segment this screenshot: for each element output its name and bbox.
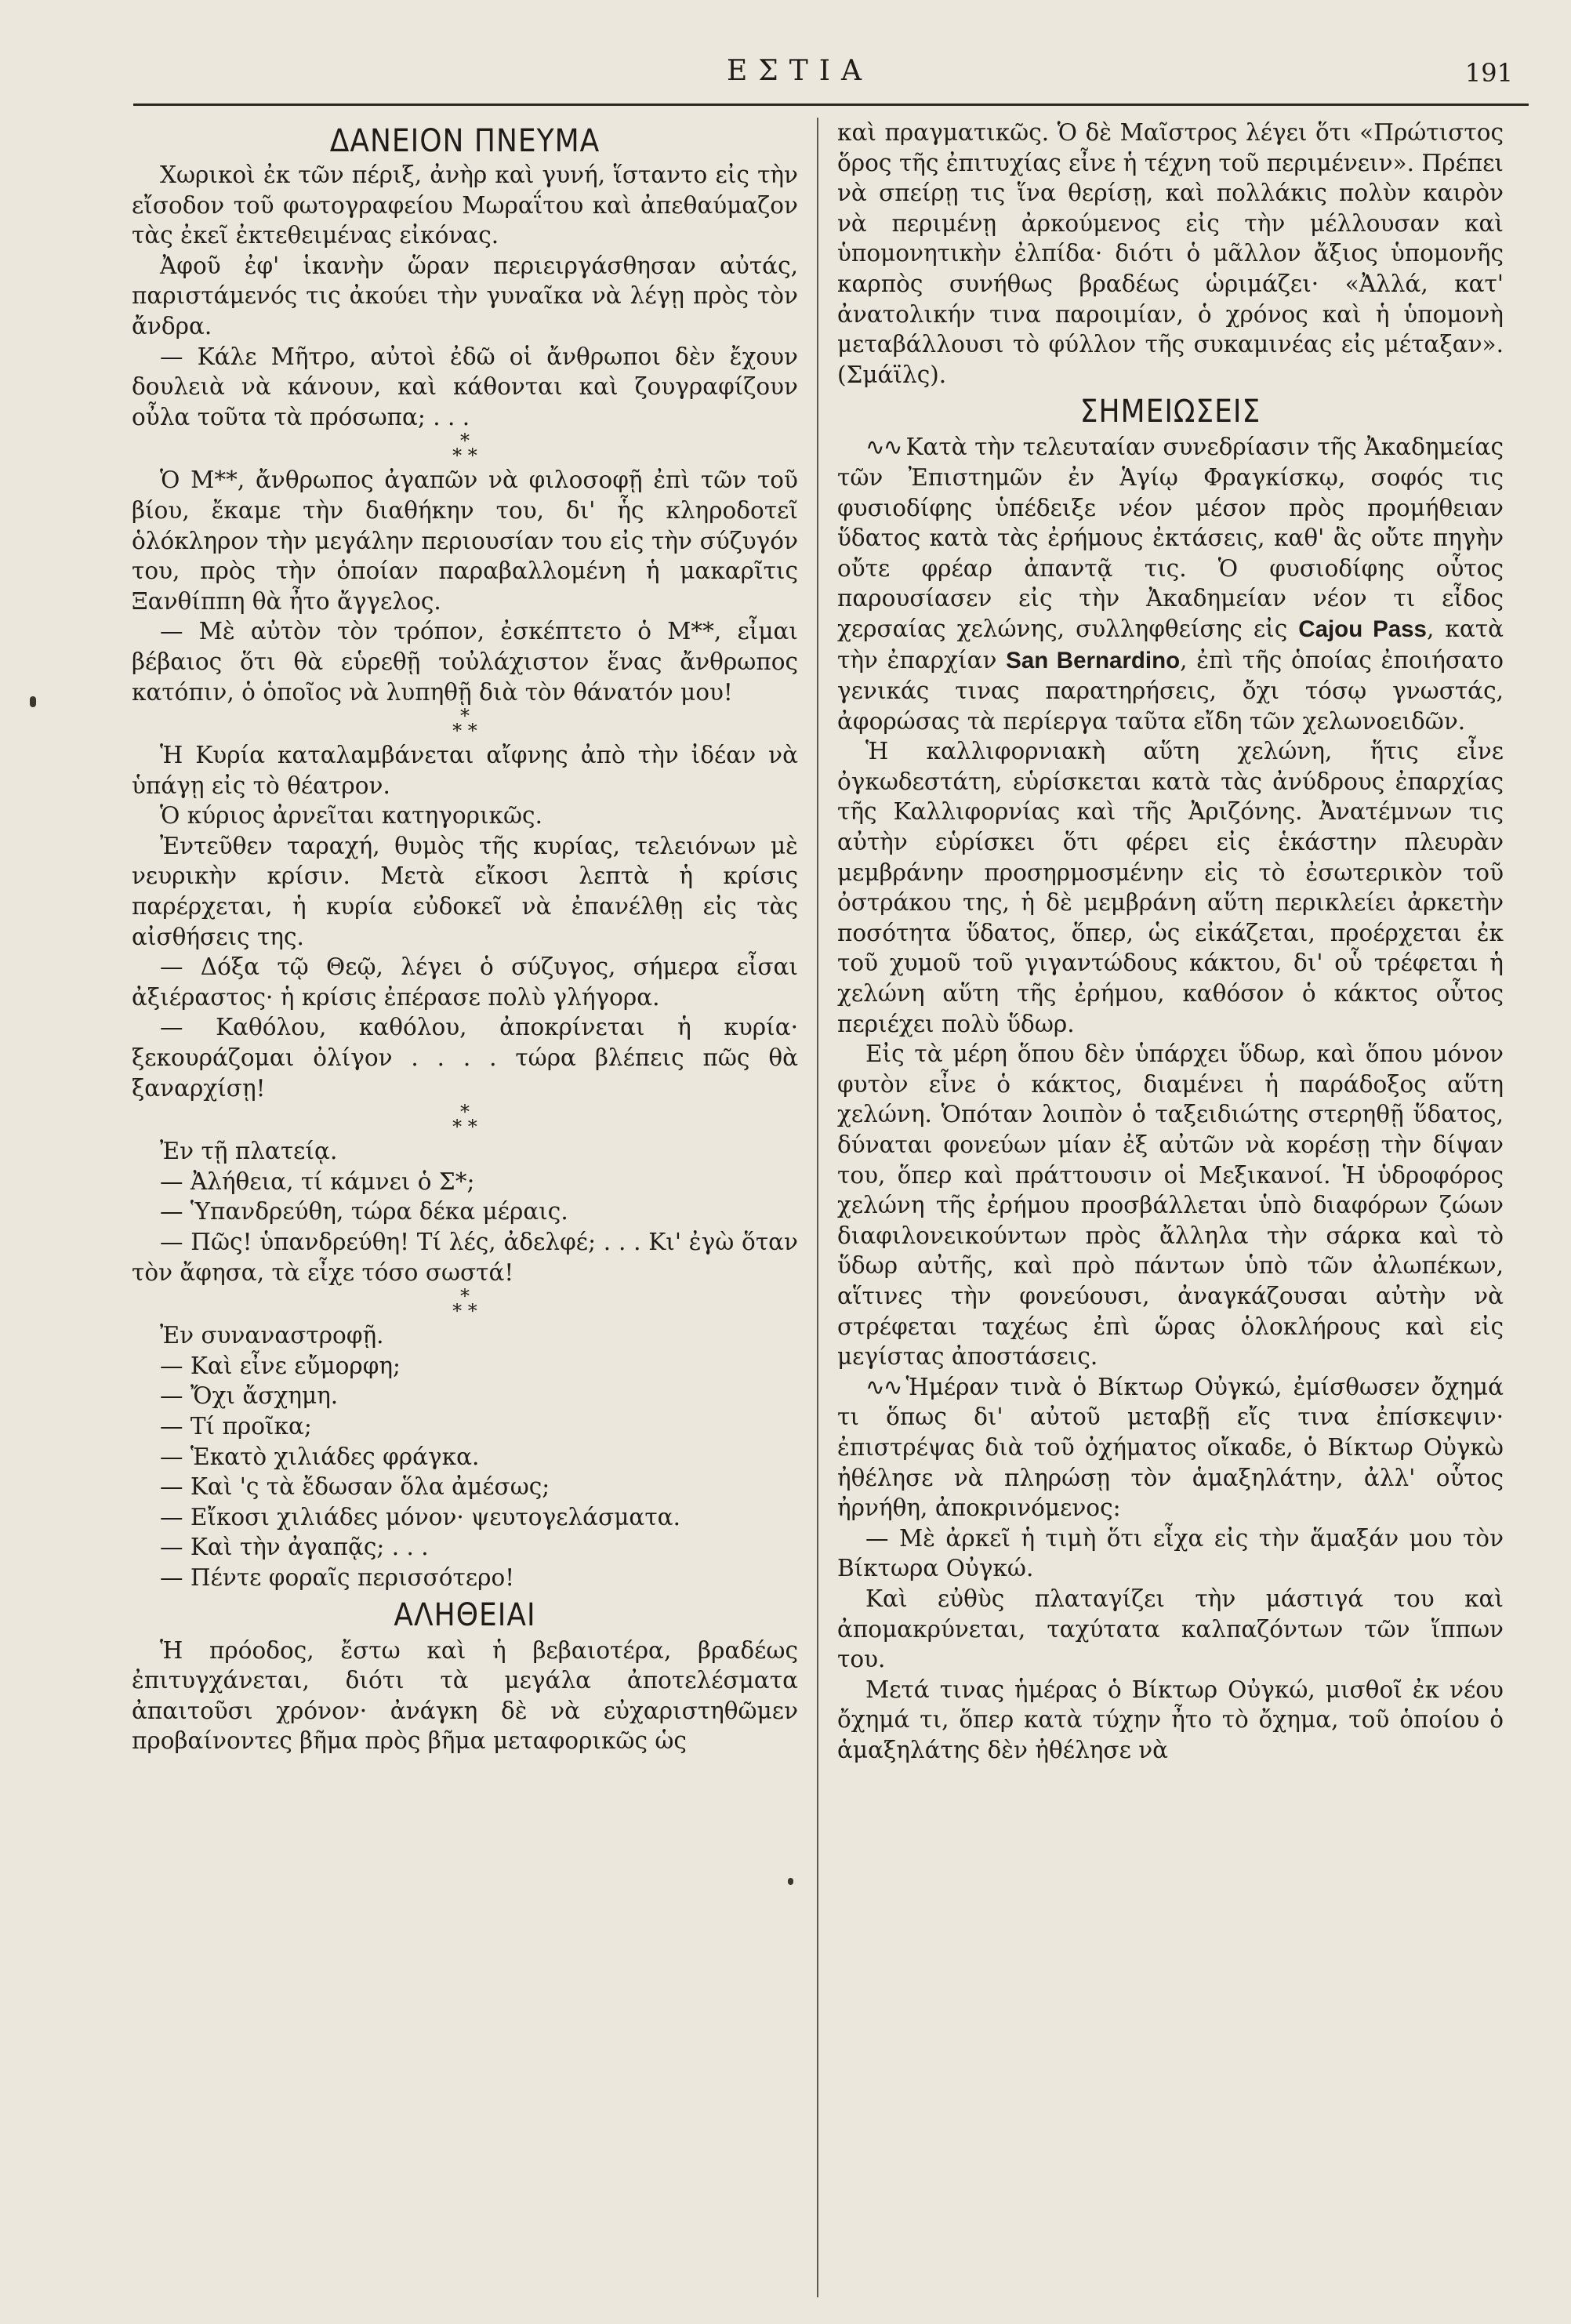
paragraph — [837, 432, 1504, 736]
asterism-divider: * * * — [452, 1101, 477, 1138]
journal-title: ΕΣΤΙΑ — [727, 55, 873, 87]
dialogue-line: — Εἴκοσι χιλιάδες μόνον· ψευτογελάσματα. — [160, 1503, 680, 1531]
paragraph: Ἀφοῦ ἐφ' ἱκανὴν ὥραν περιειργάσθησαν αὐτάς, παριστάμενός τις ἀκούει τὴν γυναῖκα νὰ λέγῃ πρὸς τὸν ἄνδρα. — [132, 252, 798, 340]
paragraph: Ἡ Κυρία καταλαμβάνεται αἴφνης ἀπὸ τὴν ἰδέαν νὰ ὑπάγῃ εἰς τὸ θέατρον. — [132, 742, 798, 799]
dialogue-line: — Ὄχι ἄσχημη. — [160, 1382, 339, 1410]
text-run: Κατὰ τὴν τελευταίαν συνεδρίασιν τῆς Ἀκαδημείας τῶν Ἐπιστημῶν ἐν Ἁγίῳ Φραγκίσκῳ, σοφός τις φυσιοδίφης ὑπέδειξε νέον μέσον πρὸς προμήθειαν ὕδατος κατὰ τὰς ἐρήμους ἐκτάσεις, καθ' ἃς οὔτε πηγὴν οὔτε φρέαρ ἀπαντᾷ τις. Ὁ φυσιοδίφης οὗτος παρουσίασεν εἰς τὴν Ἀκαδημείαν νέον τι εἶδος χερσαίας χελώνης, συλληφθείσης εἰς — [837, 434, 1504, 642]
dialogue-line: — Τί προῖκα; — [160, 1412, 312, 1440]
section-title-borrowed-wit: ΔΑΝΕΙΟΝ ΠΝΕΥΜΑ — [329, 123, 600, 159]
place-name: Cajou Pass — [1298, 615, 1427, 642]
paragraph — [837, 1372, 1504, 1523]
paragraph: Ὁ Μ**, ἄνθρωπος ἀγαπῶν νὰ φιλοσοφῇ ἐπὶ τῶν τοῦ βίου, ἔκαμε τὴν διαθήκην του, δι' ἧς κληροδοτεῖ ὁλόκληρον τὴν μεγάλην περιουσίαν του εἰς τὴν σύζυγόν του, πρὸς τὴν ὁποίαν παραβαλλομένη ἡ μακαρῖτις Ξανθίππη θὰ ἦτο ἄγγελος. — [132, 467, 798, 615]
dialogue-line: — Ἀλήθεια, τί κάμνει ὁ Σ*; — [160, 1167, 475, 1195]
header-rule — [133, 103, 1529, 106]
dialogue-line: — Καθόλου, καθόλου, ἀποκρίνεται ἡ κυρία· ξεκουράζομαι ὀλίγον . . . . τώρα βλέπεις πῶς θὰ ξαναρχίσῃ! — [132, 1014, 798, 1102]
left-column — [132, 118, 798, 1756]
ink-speck — [788, 1878, 793, 1885]
section-title-truths: ΑΛΗΘΕΙΑΙ — [394, 1596, 536, 1633]
place-name: San Bernardino — [1006, 647, 1181, 674]
right-column — [837, 118, 1504, 1765]
dialogue-line: — Καὶ τὴν ἀγαπᾷς; . . . — [160, 1534, 429, 1561]
dialogue-line: — Δόξα τῷ Θεῷ, λέγει ὁ σύζυγος, σήμερα εἶσαι ἀξιέραστος· ἡ κρίσις ἐπέρασε πολὺ γλήγορα. — [132, 953, 798, 1011]
text-run: , ἐπὶ τῆς ὁποίας ἐποιήσατο γενικάς τινας παρατηρήσεις, ὄχι τόσῳ γνωστάς, ἀφορώσας τὰ περίεργα ταῦτα εἴδη τῶν χελωνοειδῶν. — [837, 646, 1504, 735]
paragraph-mark: ∿∿ — [865, 1373, 902, 1400]
running-head — [133, 49, 1513, 88]
dialogue-line: — Πέντε φοραῖς περισσότερο! — [160, 1563, 515, 1591]
paragraph: Χωρικοὶ ἐκ τῶν πέριξ, ἀνὴρ καὶ γυνή, ἵσταντο εἰς τὴν εἴσοδον τοῦ φωτογραφείου Μωραΐτου καὶ ἀπεθαύμαζον τὰς ἐκεῖ ἐκτεθειμένας εἰκόνας. — [132, 162, 798, 249]
text-run: , κατὰ τὴν ἐπαρχίαν — [837, 615, 1504, 674]
dialogue-line: — Μὲ αὐτὸν τὸν τρόπον, ἐσκέπτετο ὁ Μ**, εἶμαι βέβαιος ὅτι θὰ εὑρεθῇ τοὐλάχιστον ἕνας ἄνθρωπος κατόπιν, ὁ ὁποῖος νὰ λυπηθῇ διὰ τὸν θάνατόν μου! — [132, 618, 798, 706]
dialogue-line: — Ὑπανδρεύθη, τώρα δέκα μέραις. — [160, 1198, 568, 1226]
paragraph: Ἐντεῦθεν ταραχή, θυμὸς τῆς κυρίας, τελειόνων μὲ νευρικὴν κρίσιν. Μετὰ εἴκοσι λεπτὰ ἡ κρίσις παρέρχεται, ἡ κυρία εὐδοκεῖ νὰ ἐπανέλθῃ εἰς τὰς αἰσθήσεις της. — [132, 832, 798, 950]
paragraph: Εἰς τὰ μέρη ὅπου δὲν ὑπάρχει ὕδωρ, καὶ ὅπου μόνον φυτὸν εἶνε ὁ κάκτος, διαμένει ἡ παράδοξος αὕτη χελώνη. Ὁπόταν λοιπὸν ὁ ταξειδιώτης στερηθῇ ὕδατος, δύναται φονεύων μίαν ἐξ αὐτῶν νὰ κορέσῃ τὴν δίψαν του, ὅπερ καὶ πράττουσιν οἱ Μεξικανοί. Ἡ ὑδροφόρος χελώνη τῆς ἐρήμου προσβάλλεται ὑπὸ διαφόρων ζώων διαφιλονεικούντων πρὸς ἄλληλα τὴν σάρκα καὶ τὸ ὕδωρ αὐτῆς, καὶ πρὸ πάντων ὑπὸ τῶν ἀλωπέκων, αἵτινες τὴν φονεύουσι, ἀναγκάζουσαι αὐτὴν νὰ στρέφεται ταχέως ἐπὶ ὥρας ὁλοκλήρους καὶ εἰς μεγίστας ἀποστάσεις. — [837, 1040, 1504, 1371]
paragraph: Ἐν συναναστροφῇ. — [160, 1322, 384, 1349]
dialogue-line: — Κάλε Μῆτρο, αὐτοὶ ἐδῶ οἱ ἄνθρωποι δὲν ἔχουν δουλειὰ νὰ κάνουν, καὶ κάθονται καὶ ζουγραφίζουν οὖλα τοῦτα τὰ πρόσωπα; . . . — [132, 343, 798, 430]
ink-speck — [30, 696, 36, 707]
paragraph-mark: ∿∿ — [865, 434, 902, 461]
paragraph: Ἐν τῇ πλατείᾳ. — [160, 1138, 338, 1165]
section-title-notes: ΣΗΜΕΙΩΣΕΙΣ — [1079, 394, 1261, 430]
column-divider — [817, 118, 818, 2297]
text-run: Ἡμέραν τινὰ ὁ Βίκτωρ Οὐγκώ, ἐμίσθωσεν ὄχημά τι ὅπως δι' αὐτοῦ μεταβῇ εἴς τινα ἐπίσκεψιν· ἐπιστρέψας διὰ τοῦ ὀχήματος οἴκαδε, ὁ Βίκτωρ Οὐγκὼ ἠθέλησε νὰ πληρώσῃ τὸν ἁμαξηλάτην, ἀλλ' οὗτος ἠρνήθη, ἀποκρινόμενος: — [837, 1373, 1504, 1522]
asterism-divider: * * * — [452, 1285, 477, 1323]
paragraph: Ὁ κύριος ἀρνεῖται κατηγορικῶς. — [160, 802, 542, 830]
page-number: 191 — [1464, 58, 1513, 88]
dialogue-line: — Μὲ ἀρκεῖ ἡ τιμὴ ὅτι εἶχα εἰς τὴν ἅμαξάν μου τὸν Βίκτωρα Οὐγκώ. — [837, 1524, 1504, 1582]
paragraph: Ἡ πρόοδος, ἔστω καὶ ἡ βεβαιοτέρα, βραδέως ἐπιτυγχάνεται, διότι τὰ μεγάλα ἀποτελέσματα ἀπαιτοῦσι χρόνον· ἀνάγκη δὲ νὰ εὐχαριστηθῶμεν προβαίνοντες βῆμα πρὸς βῆμα μεταφορικῶς ὡς — [132, 1636, 798, 1755]
asterism-divider: * * * — [452, 705, 477, 743]
dialogue-line: — Ἑκατὸ χιλιάδες φράγκα. — [160, 1443, 480, 1470]
dialogue-line: — Πῶς! ὑπανδρεύθη! Τί λές, ἀδελφέ; . . . Κι' ἐγὼ ὅταν τὸν ἄφησα, τὰ εἶχε τόσο σωστά! — [132, 1229, 798, 1286]
dialogue-line: — Καὶ εἶνε εὔμορφη; — [160, 1352, 401, 1379]
paragraph: καὶ πραγματικῶς. Ὁ δὲ Μαῖστρος λέγει ὅτι «Πρώτιστος ὅρος τῆς ἐπιτυχίας εἶνε ἡ τέχνη τοῦ περιμένειν». Πρέπει νὰ σπείρῃ τις ἵνα θερίσῃ, καὶ πολλάκις πολὺν καιρὸν νὰ περιμένῃ ἀρκούμενος εἰς τὴν μέλλουσαν καὶ ὑπομονητικὴν ἐλπίδα· διότι ὁ μᾶλλον ἄξιος ὑπομονῆς καρπὸς συνήθως βραδέως ὡριμάζει· «Ἀλλά, κατ' ἀνατολικήν τινα παροιμίαν, ὁ χρόνος καὶ ἡ ὑπομονὴ μεταβάλλουσι τὸ φύλλον τῆς συκαμινέας εἰς μέταξαν». (Σμάϊλς). — [837, 119, 1504, 388]
dialogue-line: — Καὶ 'ς τὰ ἔδωσαν ὅλα ἀμέσως; — [160, 1473, 550, 1501]
paragraph: Καὶ εὐθὺς πλαταγίζει τὴν μάστιγά του καὶ ἀπομακρύνεται, ταχύτατα καλπαζόντων τῶν ἵππων του. — [837, 1585, 1504, 1673]
asterism-divider: * * * — [452, 430, 477, 467]
paragraph: Ἡ καλλιφορνιακὴ αὕτη χελώνη, ἥτις εἶνε ὀγκωδεστάτη, εὑρίσκεται κατὰ τὰς ἀνύδρους ἐπαρχίας τῆς Καλλιφορνίας καὶ τῆς Ἀριζόνης. Ἀνατέμνων τις αὐτὴν εὑρίσκει ὅτι φέρει εἰς ἑκάστην πλευρὰν μεμβράνην προσηρμοσμένην εἰς τὸ ἐσωτερικὸν τοῦ ὀστράκου της, ἡ δὲ μεμβράνη αὕτη περικλείει ἀρκετὴν ποσότητα ὕδατος, ὅπερ, ὡς εἰκάζεται, προέρχεται ἐκ τοῦ χυμοῦ τοῦ γιγαντώδους κάκτου, δι' οὗ τρέφεται ἡ χελώνη αὕτη τῆς ἐρήμου, καθόσον ὁ κάκτος οὗτος περιέχει πολὺ ὕδωρ. — [837, 738, 1504, 1037]
paragraph: Μετά τινας ἡμέρας ὁ Βίκτωρ Οὐγκώ, μισθοῖ ἐκ νέου ὄχημά τι, ὅπερ κατὰ τύχην ἦτο τὸ ὄχημα, τοῦ ὁποίου ὁ ἁμαξηλάτης δὲν ἠθέλησε νὰ — [837, 1676, 1504, 1763]
